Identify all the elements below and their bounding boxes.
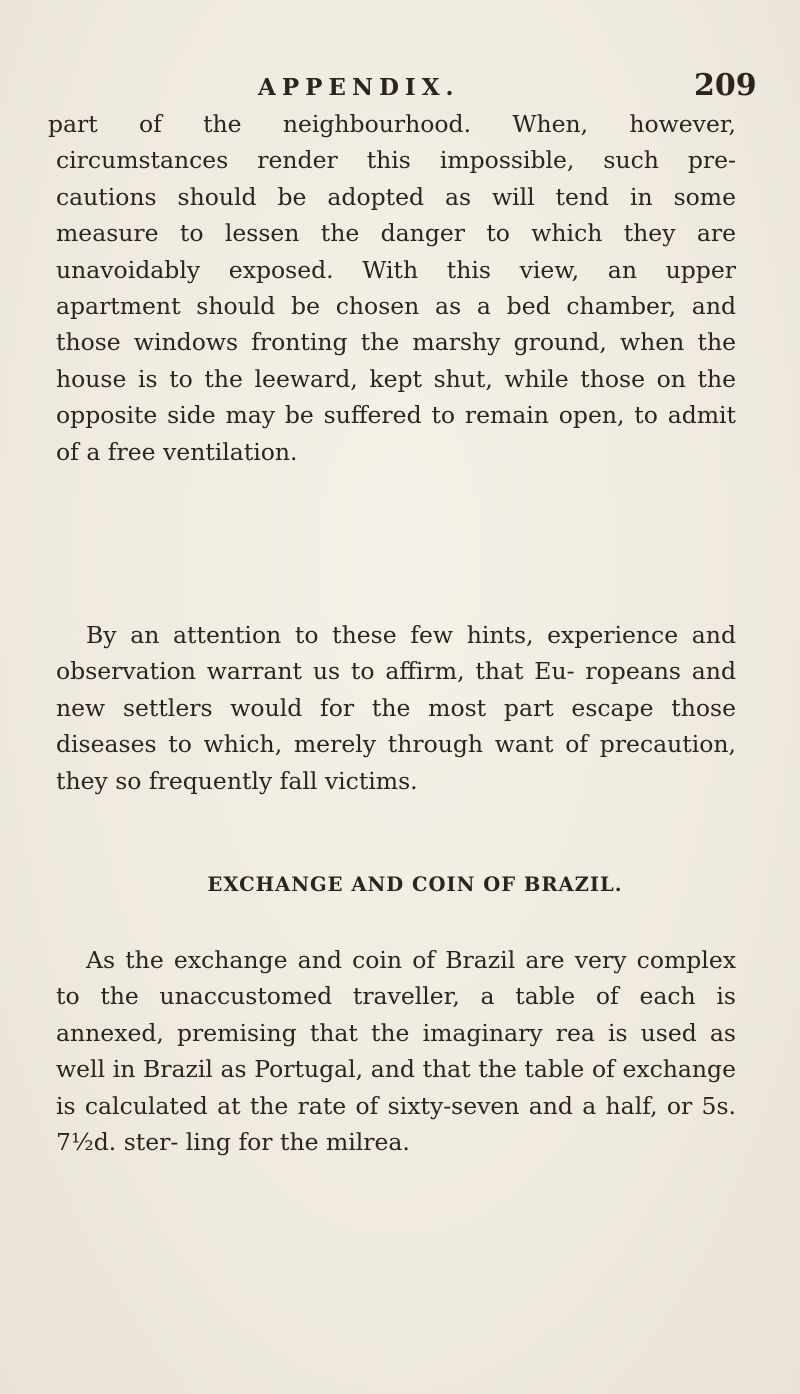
paragraph-exchange: As the exchange and coin of Brazil are very complex to the unaccustomed traveller, a table of each is annexed, premising that the imaginary rea is used as well in Brazil as Portugal, and that the table of exchange is calculated at the rate of sixty-seven and a half, or 5s. 7½d. ster- ling for the milrea. xyxy=(56,946,736,1157)
paragraph-precautions: part of the neighbourhood. When, however, circumstances render this impossible, such pre- cautions should be adopted as will tend in some measure to lessen the danger to which they are unavoidably exposed. With this view, an upper apartment should be chosen as a bed chamber, and those windows fronting the marshy ground, when the house is to the leeward, kept shut, while those on the opposite side may be suffered to remain open, to admit of a free ventilation. xyxy=(48,110,736,466)
section-heading: EXCHANGE AND COIN OF BRAZIL. xyxy=(207,873,623,896)
running-head: APPENDIX. xyxy=(258,74,460,101)
paragraph-hints: By an attention to these few hints, experience and observation warrant us to affirm, that Eu- ropeans and new settlers would for the most part escape those diseases to which, merely through want of precaution, they so frequently fall victims. xyxy=(56,621,736,795)
page-number: 209 xyxy=(694,68,757,103)
